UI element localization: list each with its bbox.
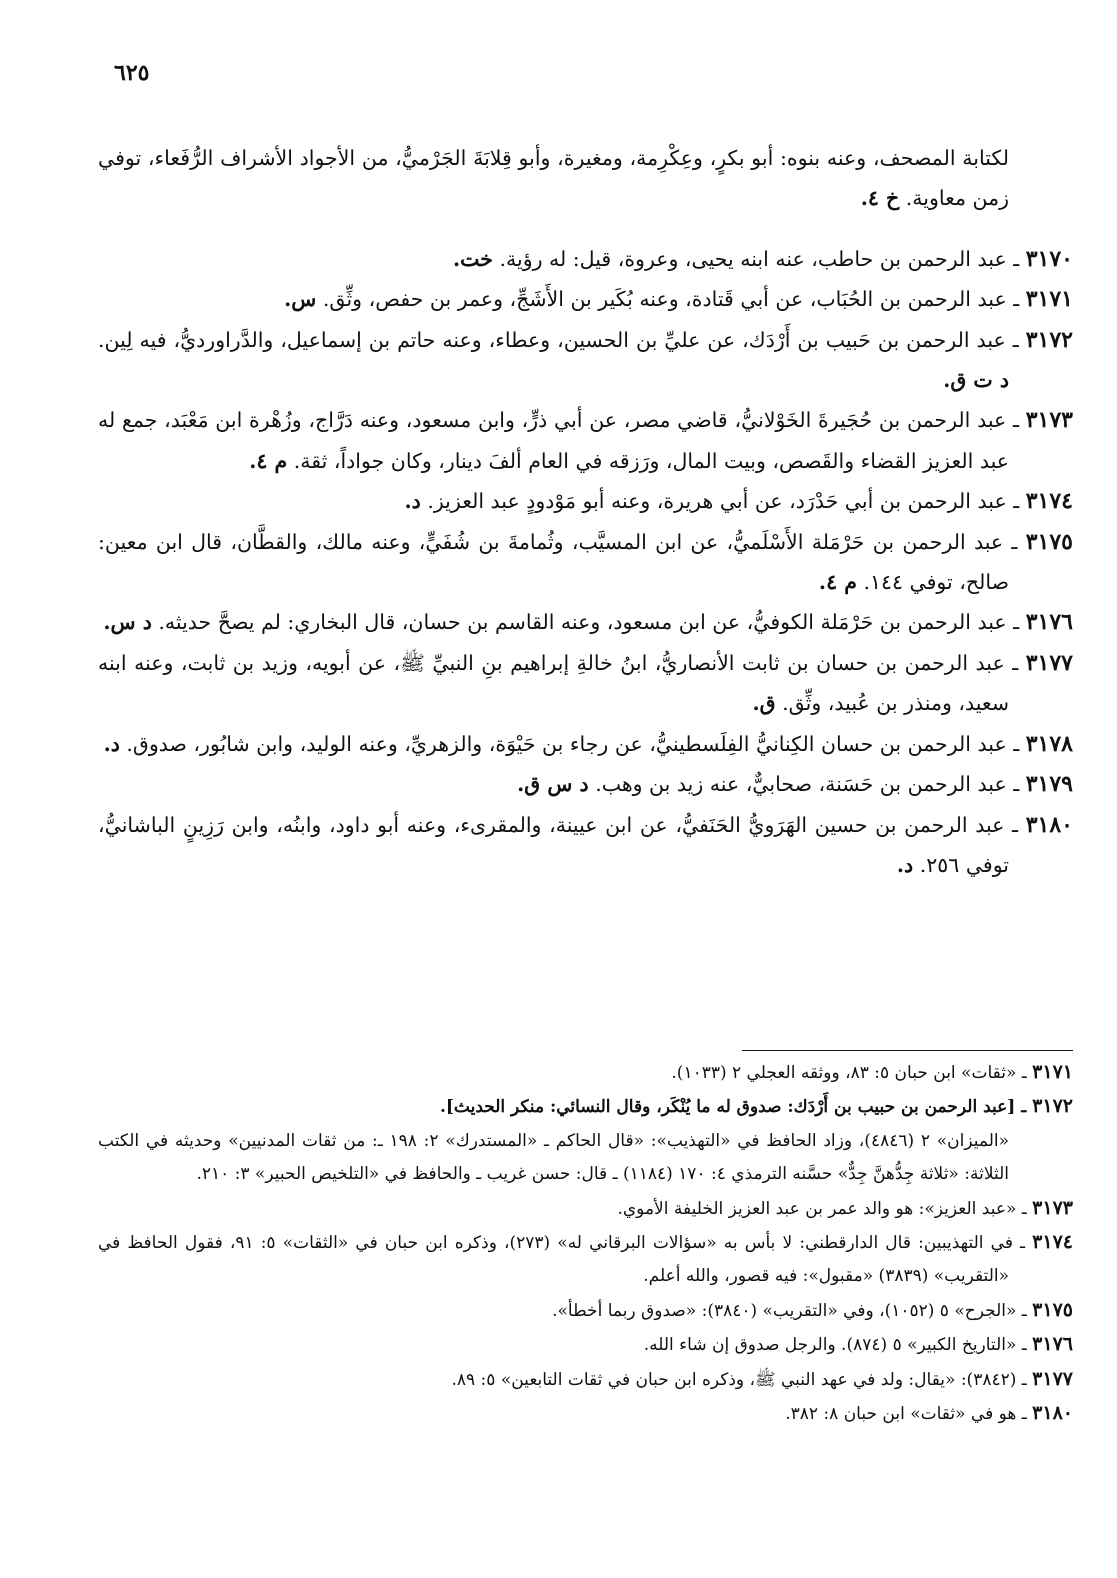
- entry-3180: [98, 805, 1073, 886]
- entry-number: ٣١٧٩: [1025, 771, 1073, 798]
- continuation-sigla: خ ٤.: [860, 185, 900, 210]
- entry-sigla: د ت ق.: [943, 368, 1009, 393]
- entry-number: ٣١٧٦: [1025, 609, 1073, 636]
- entry-number: ٣١٨٠: [1025, 811, 1073, 838]
- entry-text: ـ عبد الرحمن بن الحُبَاب، عن أبي قَتادة، وعنه بُكَير بن الأَشَجِّ، وعمر بن حفص، وثِّق.: [322, 287, 1020, 312]
- footnotes: [98, 1056, 1073, 1431]
- entry-sigla: د.: [404, 489, 421, 514]
- entry-3176: [98, 602, 1073, 642]
- footnote-3172: [98, 1090, 1073, 1124]
- footnote-3177: [98, 1363, 1073, 1397]
- entry-text: ـ عبد الرحمن بن حُجَيرةَ الخَوْلانيُّ، قاضي مصر، عن أبي ذرٍّ، وابن مسعود، وعنه دَرَّاج، وزُهْرة ابن مَعْبَد، جمع له عبد العزيز القضاء والقَصص، وبيت المال، ورَزقه في العام ألفَ دينار، وكان جواداً، ثقة.: [98, 408, 1019, 473]
- entry-number: ٣١٧٤: [1025, 488, 1073, 515]
- entry-text: ـ عبد الرحمن بن حسان بن ثابت الأنصاريُّ، ابنُ خالةِ إبراهيم بنِ النبيِّ ﷺ، عن أبويه، وزيد بن ثابت، وعنه ابنه سعيد، ومنذر بن عُبيد، وثِّق.: [98, 650, 1019, 716]
- main-text: [98, 117, 1073, 885]
- footnote-number: ٣١٧١: [1032, 1061, 1073, 1083]
- footnote-3172-continued: [98, 1125, 1073, 1192]
- continuation-text: لكتابة المصحف، وعنه بنوه: أبو بكرٍ، وعِكْرِمة، ومغيرة، وأبو قِلابَةَ الجَرْميُّ، من الأجواد الأشراف الرُّفَعاء، توفي زمن معاوية.: [98, 145, 1009, 210]
- entry-3177: [98, 643, 1073, 724]
- footnote-3174: [98, 1226, 1073, 1294]
- entry-text: ـ عبد الرحمن بن حَسَنة، صحابيٌّ، عنه زيد بن وهب.: [595, 772, 1020, 797]
- footnote-number: ٣١٧٢: [1032, 1095, 1073, 1118]
- footnote-number: ٣١٨٠: [1032, 1402, 1073, 1425]
- footnote-3171: [98, 1056, 1073, 1090]
- entry-number: ٣١٧٧: [1025, 649, 1073, 676]
- entry-number: ٣١٧١: [1025, 286, 1073, 313]
- entry-sigla: م ٤.: [249, 448, 288, 473]
- footnote-3176: [98, 1328, 1073, 1362]
- entry-sigla: د س.: [103, 610, 152, 635]
- entry-text: ـ عبد الرحمن بن حَرْمَلة الأَسْلَميُّ، عن ابن المسيَّب، وثُمامةَ بن شُفَيٍّ، وعنه مالك، والقطَّان، قال ابن معين: صالح، توفي ١٤٤.: [98, 529, 1018, 595]
- footnote-text: ـ (٣٨٤٢): «يقال: ولد في عهد النبي ﷺ، وذكره ابن حبان في ثقات التابعين» ٥: ٨٩.: [451, 1369, 1027, 1390]
- entry-number: ٣١٧٠: [1025, 245, 1073, 272]
- entry-number: ٣١٧٣: [1025, 407, 1073, 434]
- entry-3170: [98, 239, 1073, 279]
- entry-text: ـ عبد الرحمن بن حاطب، عنه ابنه يحيى، وعروة، قيل: له رؤية.: [499, 246, 1020, 271]
- entry-3174: [98, 481, 1073, 521]
- footnote-3175: [98, 1294, 1073, 1328]
- entry-sigla: ق.: [752, 691, 776, 716]
- page-number: ٦٢٥: [114, 60, 150, 86]
- entry-text: ـ عبد الرحمن بن حَبيب بن أَرْدَك، عن عليِّ بن الحسين، وعطاء، وعنه حاتم بن إسماعيل، والدَّراورديُّ، فيه لِين.: [98, 327, 1019, 352]
- entry-sigla: د.: [103, 731, 120, 756]
- footnote-number: ٣١٧٥: [1032, 1298, 1073, 1321]
- entry-sigla: د.: [896, 852, 914, 877]
- entry-sigla: خت.: [453, 246, 493, 271]
- footnote-text: ـ «ثقات» ابن حبان ٥: ٨٣، ووثقه العجلي ٢ (١٠٣٣).: [671, 1063, 1027, 1083]
- entry-sigla: م ٤.: [818, 570, 857, 595]
- entry-sigla: س.: [284, 287, 317, 312]
- entry-3173: [98, 400, 1073, 481]
- entry-3175: [98, 522, 1073, 603]
- footnote-divider: [742, 1050, 1073, 1051]
- footnote-text: ـ «التاريخ الكبير» ٥ (٨٧٤). والرجل صدوق إن شاء الله.: [643, 1335, 1027, 1356]
- entry-3179: [98, 764, 1073, 804]
- continuation-paragraph: [98, 138, 1073, 219]
- footnote-number: ٣١٧٧: [1032, 1367, 1073, 1390]
- entry-3178: [98, 724, 1073, 764]
- footnote-number: ٣١٧٤: [1032, 1231, 1073, 1254]
- footnote-text: ـ في التهذيبين: قال الدارقطني: لا بأس به «سؤالات البرقاني له» (٢٧٣)، وذكره ابن حبان في «الثقات» ٥: ٩١، فقول الحافظ في «التقريب» (٣٨٣٩) «مقبول»: فيه قصور، والله أعلم.: [98, 1233, 1026, 1287]
- footnote-3173: [98, 1192, 1073, 1226]
- footnote-number: ٣١٧٦: [1032, 1333, 1073, 1356]
- entry-number: ٣١٧٥: [1025, 528, 1073, 555]
- entry-text: ـ عبد الرحمن بن أبي حَدْرَد، عن أبي هريرة، وعنه أبو مَوْدودٍ عبد العزيز.: [427, 489, 1020, 514]
- footnote-3180: [98, 1397, 1073, 1431]
- entry-number: ٣١٧٨: [1025, 730, 1073, 757]
- entry-sigla: د س ق.: [517, 772, 589, 797]
- footnote-number: ٣١٧٣: [1032, 1196, 1073, 1219]
- footnote-text: ـ «عبد العزيز»: هو والد عمر بن عبد العزيز الخليفة الأموي.: [617, 1198, 1027, 1219]
- entry-text: ـ عبد الرحمن بن حسين الهَرَويُّ الحَنَفيُّ، عن ابن عيينة، والمقرىء، وعنه أبو داود، وابنُه، وابن رَزِينٍ الباشانيُّ، توفي ٢٥٦.: [98, 812, 1019, 877]
- entry-text: ـ عبد الرحمن بن حَرْمَلة الكوفيُّ، عن ابن مسعود، وعنه القاسم بن حسان، قال البخاري: لم يصحَّ حديثه.: [158, 610, 1020, 635]
- entry-number: ٣١٧٢: [1025, 326, 1073, 353]
- footnote-text: ـ [عبد الرحمن بن حبيب بن أَرْدَك: صدوق له ما يُنْكَر، وقال النسائي: منكر الحديث].: [439, 1097, 1027, 1118]
- footnote-text: «الميزان» ٢ (٤٨٤٦)، وزاد الحافظ في «التهذيب»: «قال الحاكم ـ «المستدرك» ٢: ١٩٨ ـ: من ثقات المدنيين» وحديثه في الكتب الثلاثة: «ثلاثة جِدُّهنَّ جِدٌّ» حسَّنه الترمذي ٤: ١٧٠ (١١٨٤) ـ قال: حسن غريب ـ والحافظ في «التلخيص الحبير» ٣: ٢١٠.: [98, 1130, 1009, 1185]
- entry-text: ـ عبد الرحمن بن حسان الكِنانيُّ الفِلَسطينيُّ، عن رجاء بن حَيْوَة، والزهريِّ، وعنه الوليد، وابن شابُور، صدوق.: [126, 731, 1020, 756]
- footnote-text: ـ هو في «ثقات» ابن حبان ٨: ٣٨٢.: [785, 1404, 1027, 1425]
- footnote-text: ـ «الجرح» ٥ (١٠٥٢)، وفي «التقريب» (٣٨٤٠): «صدوق ربما أخطأ».: [552, 1300, 1027, 1321]
- entry-3172: [98, 320, 1073, 401]
- entry-3171: [98, 279, 1073, 319]
